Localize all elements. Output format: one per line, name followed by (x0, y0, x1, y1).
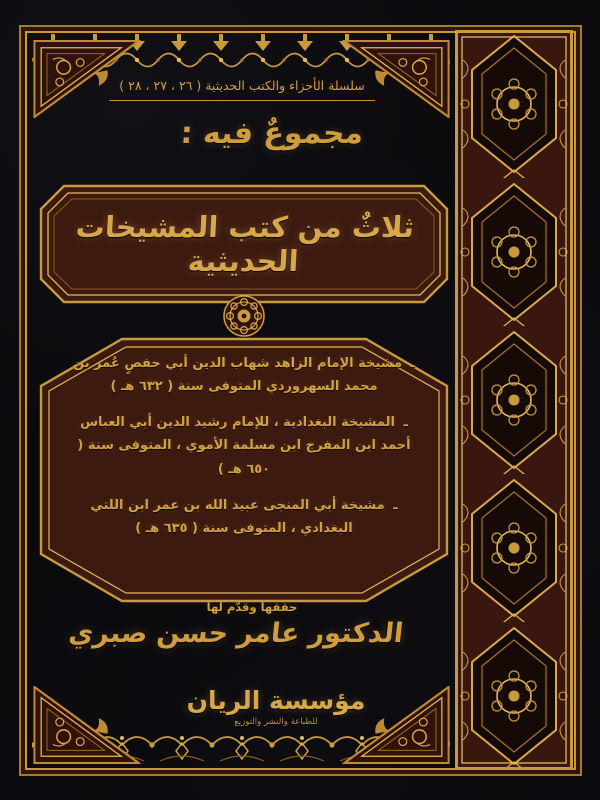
collection-label: مجموعٌ فيه : (179, 116, 365, 151)
publisher-block (66, 686, 486, 727)
publisher-name: مؤسسة الريان (186, 686, 366, 715)
item-dash: ـ (393, 497, 398, 513)
editor-name: الدكتور عامر حسن صبري (67, 618, 405, 649)
item-text-1: مشيخة الإمام الزاهد شهاب الدين أبي حفصٍ عُمر بن محمد السهروردي المتوفى سنة ( ٦٣٢ هـ ) (73, 356, 402, 395)
rosette-medallion (222, 294, 266, 338)
item-text-2: المشيخة البغدادية ، للإمام رشيد الدين أبي العباس أحمد ابن المفرج ابن مسلمة الأموي ، المتوفى سنة ( ٦٥٠ هـ ) (77, 415, 411, 477)
list-item (70, 494, 418, 540)
list-item (70, 411, 418, 480)
series-title-text: سلسلة الأجزاء والكتب الحديثية ( ٢٦ ، ٢٧ ، ٢٨ ) (109, 78, 374, 101)
series-title (32, 78, 452, 101)
contents-list (70, 352, 418, 553)
book-title: ثلاثٌ من كتب المشيخات الحديثية (74, 210, 415, 278)
item-dash: ـ (403, 415, 408, 431)
editor-intro: حققها وقدّم لها (206, 600, 298, 614)
list-item (70, 352, 418, 398)
publisher-tagline: للطباعة والنشر والتوزيع (234, 717, 318, 727)
item-text-3: مشيخة أبي المنجى عبيد الله بن عمر ابن اللتي البغدادي ، المتوفى سنة ( ٦٣٥ هـ ) (90, 497, 385, 536)
item-dash: ـ (410, 356, 415, 371)
